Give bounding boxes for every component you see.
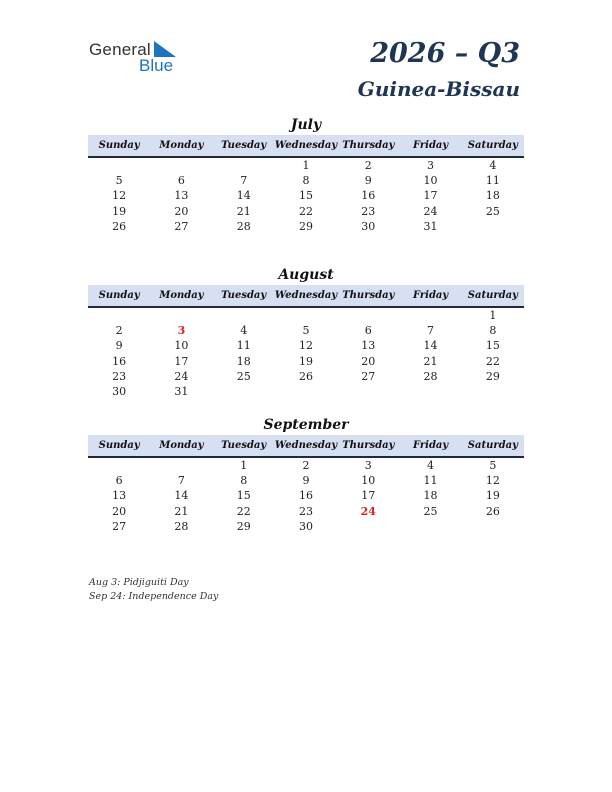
day-cell: 16: [361, 189, 376, 203]
day-cell: 30: [298, 519, 313, 533]
day-cell: 27: [361, 369, 376, 383]
day-cell: 5: [115, 174, 123, 188]
day-cell: 15: [236, 489, 251, 503]
holiday-note: Aug 3: Pidjiguiti Day: [89, 577, 189, 588]
day-cell: 13: [174, 189, 189, 203]
day-cell: 16: [112, 354, 127, 368]
week-row: [88, 519, 524, 534]
day-cell: 25: [236, 369, 251, 383]
weekday-label: Tuesday: [221, 140, 267, 151]
day-cell: 30: [361, 219, 376, 233]
generalblue-logo: [89, 40, 189, 76]
day-cell: 4: [489, 159, 497, 173]
holiday-note: Sep 24: Independence Day: [89, 590, 219, 602]
day-cell: 31: [174, 385, 189, 399]
weekday-label: Sunday: [98, 290, 140, 301]
weekday-label: Tuesday: [221, 290, 267, 301]
day-cell: 8: [302, 174, 310, 188]
day-cell: 19: [298, 354, 313, 368]
day-cell: 21: [174, 504, 189, 518]
weekday-label: Wednesday: [274, 140, 338, 151]
day-cell: 12: [112, 189, 127, 203]
weekday-header: [88, 135, 524, 158]
day-cell: 25: [485, 204, 500, 218]
week-row: [88, 338, 524, 353]
day-cell: 1: [489, 309, 497, 323]
month-name: September: [263, 417, 349, 433]
day-cell: 14: [174, 489, 189, 503]
week-row: [88, 458, 524, 473]
day-cell: 29: [236, 519, 251, 533]
day-cell: 8: [489, 324, 497, 338]
month-name: August: [278, 267, 334, 283]
day-cell: 17: [174, 354, 189, 368]
weekday-label: Saturday: [467, 290, 518, 301]
week-row: [88, 354, 524, 369]
day-cell: 28: [236, 219, 251, 233]
day-cell: 18: [423, 489, 438, 503]
week-row: [88, 384, 524, 399]
day-cell: 11: [485, 174, 500, 188]
day-cell: 15: [298, 189, 313, 203]
day-cell: 16: [298, 489, 313, 503]
logo-blue-text: Blue: [139, 56, 174, 75]
weekday-label: Tuesday: [221, 440, 267, 451]
day-cell: 22: [298, 204, 313, 218]
day-cell: 19: [485, 489, 500, 503]
week-row: [88, 204, 524, 219]
weekday-label: Sunday: [98, 140, 140, 151]
day-cell: 20: [174, 204, 189, 218]
day-cell: 28: [174, 519, 189, 533]
day-cell: 11: [236, 339, 251, 353]
week-row: [88, 219, 524, 234]
week-row: [88, 308, 524, 323]
day-cell: 17: [423, 189, 438, 203]
page-title: 2026 – Q3: [370, 38, 520, 69]
week-row: [88, 369, 524, 384]
day-cell: 13: [112, 489, 127, 503]
day-cell: 7: [240, 174, 248, 188]
day-cell: 12: [298, 339, 313, 353]
day-cell: 25: [423, 504, 438, 518]
day-cell: 5: [489, 459, 497, 473]
day-cell: 10: [361, 474, 376, 488]
day-cell: 18: [236, 354, 251, 368]
logo-triangle-icon: [154, 41, 176, 57]
weekday-label: Saturday: [467, 140, 518, 151]
day-cell: 7: [427, 324, 435, 338]
day-cell: 2: [115, 324, 123, 338]
day-cell: 6: [177, 174, 185, 188]
week-row: [88, 188, 524, 203]
logo-general-text: General: [89, 40, 151, 59]
weekday-label: Wednesday: [274, 290, 338, 301]
weekday-header: [88, 285, 524, 308]
day-cell: 14: [423, 339, 438, 353]
day-cell: 14: [236, 189, 251, 203]
month-name: July: [290, 117, 322, 133]
day-cell: 22: [485, 354, 500, 368]
weekday-label: Friday: [412, 440, 449, 451]
day-cell: 10: [423, 174, 438, 188]
day-cell: 26: [298, 369, 313, 383]
day-cell: 21: [423, 354, 438, 368]
weekday-label: Thursday: [342, 290, 395, 301]
day-cell: 23: [112, 369, 127, 383]
week-row: [88, 173, 524, 188]
day-cell: 1: [240, 459, 248, 473]
day-cell: 20: [112, 504, 127, 518]
day-cell: 13: [361, 339, 376, 353]
day-cell: 26: [112, 219, 127, 233]
day-cell: 20: [361, 354, 376, 368]
day-cell: 30: [112, 385, 127, 399]
day-cell: 21: [236, 204, 251, 218]
country-subtitle: Guinea-Bissau: [357, 77, 520, 101]
weekday-header: [88, 435, 524, 458]
day-cell: 19: [112, 204, 127, 218]
day-cell: 9: [364, 174, 372, 188]
day-cell: 29: [485, 369, 500, 383]
week-row: [88, 473, 524, 488]
day-cell: 31: [423, 219, 438, 233]
day-cell: 24: [174, 369, 189, 383]
weekday-label: Friday: [412, 290, 449, 301]
day-cell: 22: [236, 504, 251, 518]
weekday-label: Monday: [159, 440, 204, 451]
weekday-label: Thursday: [342, 440, 395, 451]
weekday-label: Friday: [412, 140, 449, 151]
weekday-label: Wednesday: [274, 440, 338, 451]
day-cell: 9: [115, 339, 123, 353]
day-cell: 6: [364, 324, 372, 338]
month-september: [88, 415, 524, 534]
day-cell: 4: [240, 324, 248, 338]
day-cell: 23: [298, 504, 313, 518]
week-row: [88, 323, 524, 338]
day-cell: 2: [302, 459, 310, 473]
day-cell: 9: [302, 474, 310, 488]
day-cell: 6: [115, 474, 123, 488]
day-cell: 7: [177, 474, 185, 488]
day-cell: 3: [364, 459, 372, 473]
day-cell: 26: [485, 504, 500, 518]
day-cell: 28: [423, 369, 438, 383]
weekday-label: Saturday: [467, 440, 518, 451]
day-cell: 23: [361, 204, 376, 218]
day-cell: 3: [427, 159, 435, 173]
weekday-label: Monday: [159, 140, 204, 151]
month-august: [88, 265, 524, 399]
day-cell: 29: [298, 219, 313, 233]
weekday-label: Thursday: [342, 140, 395, 151]
weekday-label: Sunday: [98, 440, 140, 451]
weekday-label: Monday: [159, 290, 204, 301]
holiday-day-cell: 24: [360, 504, 376, 518]
day-cell: 5: [302, 324, 310, 338]
day-cell: 24: [423, 204, 438, 218]
day-cell: 17: [361, 489, 376, 503]
day-cell: 8: [240, 474, 248, 488]
week-row: [88, 158, 524, 173]
week-row: [88, 504, 524, 519]
month-july: [88, 115, 524, 234]
day-cell: 27: [174, 219, 189, 233]
day-cell: 18: [485, 189, 500, 203]
week-row: [88, 488, 524, 503]
day-cell: 2: [364, 159, 372, 173]
day-cell: 1: [302, 159, 310, 173]
day-cell: 15: [485, 339, 500, 353]
holiday-day-cell: 3: [177, 324, 186, 338]
day-cell: 10: [174, 339, 189, 353]
day-cell: 27: [112, 519, 127, 533]
day-cell: 11: [423, 474, 438, 488]
day-cell: 12: [485, 474, 500, 488]
day-cell: 4: [427, 459, 435, 473]
holiday-notes: [89, 576, 218, 603]
